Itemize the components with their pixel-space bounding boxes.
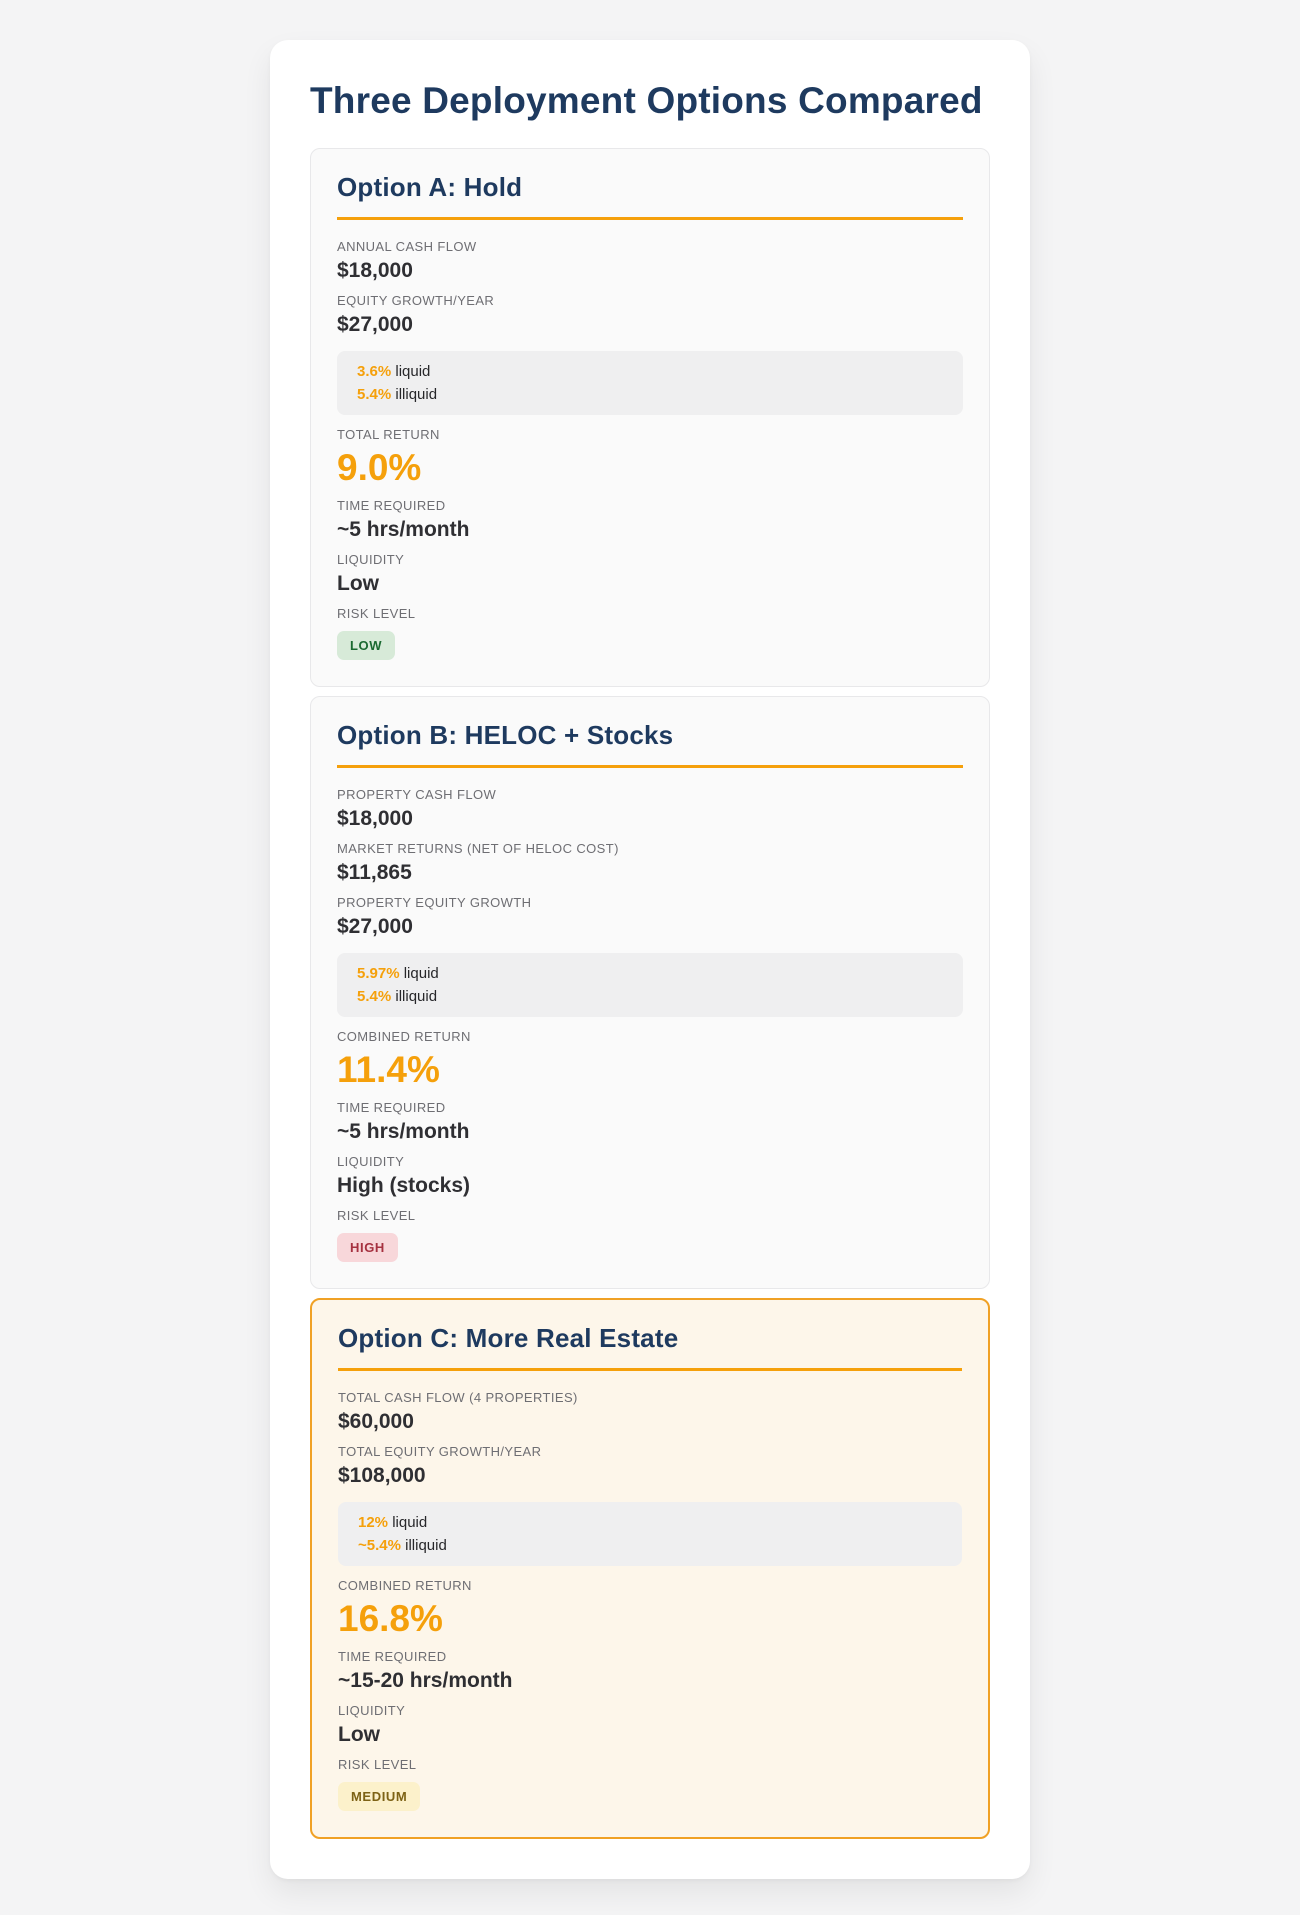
metric-value: ~5 hrs/month (337, 1120, 470, 1143)
liquidity-split-line (357, 360, 943, 383)
metric-value: $60,000 (338, 1410, 414, 1433)
liquidity-split-line (358, 1534, 942, 1557)
comparison-panel (270, 40, 1030, 1879)
metric-label: LIQUIDITY (337, 552, 405, 567)
illiquid-percentage: 5.4% (357, 386, 392, 403)
metric-risk-level (338, 1756, 962, 1811)
metric-property-equity-growth (337, 894, 963, 941)
liquidity-split-line (357, 383, 943, 406)
metric-value: $11,865 (337, 861, 412, 884)
risk-badge: MEDIUM (338, 1782, 420, 1811)
metric-equity-growth (337, 292, 963, 339)
metric-value: $27,000 (337, 313, 413, 336)
return-value: 11.4% (337, 1049, 440, 1090)
metric-label: TIME REQUIRED (337, 1100, 446, 1115)
metric-combined-return (337, 1028, 963, 1093)
metric-value: $27,000 (337, 915, 413, 938)
liquid-label: liquid (403, 965, 439, 982)
metric-label: COMBINED RETURN (338, 1578, 472, 1593)
metric-combined-return (338, 1577, 962, 1642)
metric-value: Low (337, 572, 379, 595)
metric-time-required (337, 497, 963, 544)
liquidity-split-box (337, 953, 963, 1017)
risk-badge: LOW (337, 631, 395, 660)
metric-label: RISK LEVEL (337, 1208, 416, 1223)
metric-label: TIME REQUIRED (338, 1649, 447, 1664)
metric-label: MARKET RETURNS (NET OF HELOC COST) (337, 841, 619, 856)
liquidity-split-box (338, 1502, 962, 1566)
liquidity-split-line (358, 1511, 942, 1534)
metric-label: EQUITY GROWTH/YEAR (337, 293, 495, 308)
liquidity-split-line (357, 985, 943, 1008)
metric-label: ANNUAL CASH FLOW (337, 239, 477, 254)
illiquid-label: illiquid (395, 386, 438, 403)
metric-value: High (stocks) (337, 1174, 471, 1197)
metric-risk-level (337, 1207, 963, 1262)
card-title-c: Option C: More Real Estate (338, 1322, 962, 1371)
metric-value: $18,000 (337, 259, 413, 282)
illiquid-percentage: ~5.4% (358, 1537, 401, 1554)
metric-total-cash-flow (338, 1389, 962, 1436)
metric-label: LIQUIDITY (337, 1154, 405, 1169)
illiquid-label: illiquid (395, 988, 438, 1005)
metric-label: RISK LEVEL (337, 606, 416, 621)
card-title-a: Option A: Hold (337, 171, 963, 220)
metric-value: Low (338, 1723, 380, 1746)
return-value: 16.8% (338, 1598, 443, 1639)
liquidity-split-box (337, 351, 963, 415)
metric-total-return (337, 426, 963, 491)
metric-time-required (337, 1099, 963, 1146)
risk-badge: HIGH (337, 1233, 398, 1262)
liquid-label: liquid (392, 1514, 428, 1531)
metric-label: PROPERTY EQUITY GROWTH (337, 895, 532, 910)
liquid-label: liquid (395, 363, 431, 380)
metric-label: TIME REQUIRED (337, 498, 446, 513)
metric-value: ~15-20 hrs/month (338, 1669, 513, 1692)
page-title: Three Deployment Options Compared (310, 80, 983, 121)
liquidity-split-line (357, 962, 943, 985)
illiquid-percentage: 5.4% (357, 988, 392, 1005)
metric-market-returns (337, 840, 963, 887)
illiquid-label: illiquid (405, 1537, 447, 1554)
liquid-percentage: 5.97% (357, 965, 400, 982)
metric-total-equity-growth (338, 1443, 962, 1490)
metric-label: COMBINED RETURN (337, 1029, 471, 1044)
metric-label: TOTAL RETURN (337, 427, 440, 442)
card-title-b: Option B: HELOC + Stocks (337, 719, 963, 768)
liquid-percentage: 3.6% (357, 363, 392, 380)
metric-label: LIQUIDITY (338, 1703, 406, 1718)
metric-annual-cash-flow (337, 238, 963, 285)
option-card-b (310, 696, 990, 1289)
metric-label: PROPERTY CASH FLOW (337, 787, 497, 802)
metric-liquidity (337, 1153, 963, 1200)
metric-property-cash-flow (337, 786, 963, 833)
metric-value: $18,000 (337, 807, 413, 830)
metric-label: TOTAL EQUITY GROWTH/YEAR (338, 1444, 542, 1459)
metric-value: ~5 hrs/month (337, 518, 470, 541)
metric-label: TOTAL CASH FLOW (4 PROPERTIES) (338, 1390, 578, 1405)
metric-label: RISK LEVEL (338, 1757, 417, 1772)
option-card-a (310, 148, 990, 687)
metric-risk-level (337, 605, 963, 660)
metric-liquidity (337, 551, 963, 598)
option-card-c (310, 1298, 990, 1839)
return-value: 9.0% (337, 447, 422, 488)
liquid-percentage: 12% (358, 1514, 389, 1531)
metric-time-required (338, 1648, 962, 1695)
metric-liquidity (338, 1702, 962, 1749)
metric-value: $108,000 (338, 1464, 426, 1487)
